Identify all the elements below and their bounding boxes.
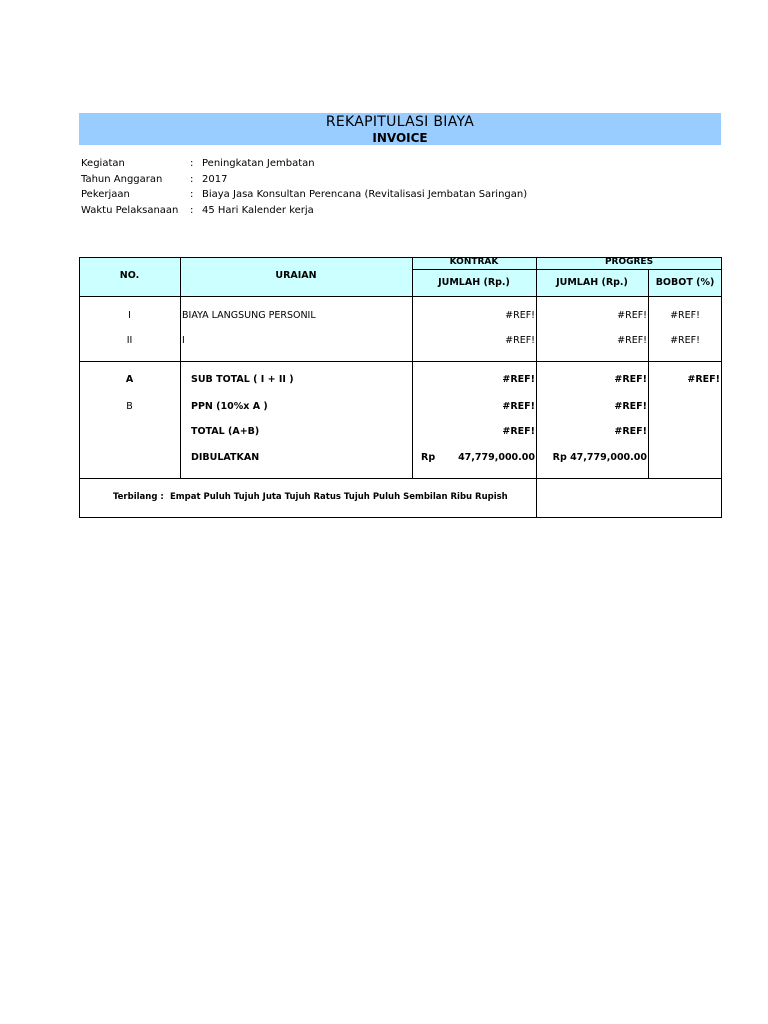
terbilang-label: Terbilang : <box>113 492 164 502</box>
cost-table <box>79 257 722 518</box>
col-divider-no <box>180 257 181 479</box>
info-label: Pekerjaan <box>81 189 130 200</box>
info-value: 2017 <box>202 173 228 185</box>
row-progres: #REF! <box>617 335 647 346</box>
row-progres: #REF! <box>617 310 647 321</box>
col-divider-kontrak <box>536 257 537 518</box>
row-uraian: I <box>182 335 185 346</box>
info-row-pekerjaan <box>81 189 681 205</box>
summary-kontrak: #REF! <box>502 401 535 412</box>
summary-kontrak: 47,779,000.00 <box>458 452 535 463</box>
terbilang-divider <box>79 478 722 479</box>
info-value: Biaya Jasa Konsultan Perencana (Revitalisasi Jembatan Saringan) <box>202 189 528 200</box>
row-bobot: #REF! <box>670 335 700 346</box>
summary-progres: #REF! <box>614 426 647 437</box>
summary-no: A <box>125 374 134 385</box>
row-bobot: #REF! <box>670 310 700 321</box>
summary-uraian: SUB TOTAL ( I + II ) <box>191 374 294 385</box>
header-jumlah-progres: JUMLAH (Rp.) <box>556 277 628 288</box>
info-label: Tahun Anggaran <box>81 173 163 185</box>
info-label: Kegiatan <box>81 158 125 169</box>
summary-kontrak-prefix: Rp <box>421 452 436 463</box>
document-subtitle: INVOICE <box>372 131 428 145</box>
header-progres: PROGRES <box>604 257 654 267</box>
title-band <box>79 113 721 145</box>
info-value: 45 Hari Kalender kerja <box>202 204 314 216</box>
table-border-bottom <box>79 517 722 518</box>
summary-progres: #REF! <box>614 401 647 412</box>
header-kontrak: KONTRAK <box>449 257 499 267</box>
header-jumlah-kontrak: JUMLAH (Rp.) <box>438 277 510 288</box>
info-colon: : <box>190 189 194 200</box>
row-kontrak: #REF! <box>505 310 535 321</box>
terbilang-value: Empat Puluh Tujuh Juta Tujuh Ratus Tujuh Puluh Sembilan Ribu Rupish <box>170 492 508 502</box>
summary-uraian: PPN (10%x A ) <box>191 401 268 412</box>
col-divider-uraian <box>412 257 413 479</box>
document-title: REKAPITULASI BIAYA <box>325 114 475 130</box>
summary-uraian: DIBULATKAN <box>191 452 260 463</box>
summary-kontrak: #REF! <box>502 374 535 385</box>
summary-kontrak: #REF! <box>502 426 535 437</box>
header-no: NO. <box>119 270 140 281</box>
info-row-tahun-anggaran <box>81 174 681 190</box>
row-uraian: BIAYA LANGSUNG PERSONIL <box>182 310 316 321</box>
summary-no: B <box>126 401 133 412</box>
info-row-kegiatan <box>81 158 681 174</box>
info-value: Peningkatan Jembatan <box>202 158 315 169</box>
header-divider <box>79 296 722 297</box>
summary-progres: Rp 47,779,000.00 <box>552 452 647 463</box>
header-subdivider <box>412 269 722 270</box>
header-bobot: BOBOT (%) <box>655 277 715 288</box>
info-row-waktu-pelaksanaan <box>81 205 681 221</box>
header-uraian: URAIAN <box>275 270 317 281</box>
row-no: I <box>128 310 131 321</box>
info-colon: : <box>190 158 194 169</box>
row-no: II <box>126 335 133 346</box>
summary-progres: #REF! <box>614 374 647 385</box>
info-block <box>81 158 681 220</box>
summary-uraian: TOTAL (A+B) <box>191 426 260 437</box>
section-divider <box>79 361 722 362</box>
summary-bobot: #REF! <box>687 374 720 385</box>
info-colon: : <box>190 173 194 185</box>
info-label: Waktu Pelaksanaan <box>81 204 179 216</box>
info-colon: : <box>190 204 194 216</box>
row-kontrak: #REF! <box>505 335 535 346</box>
